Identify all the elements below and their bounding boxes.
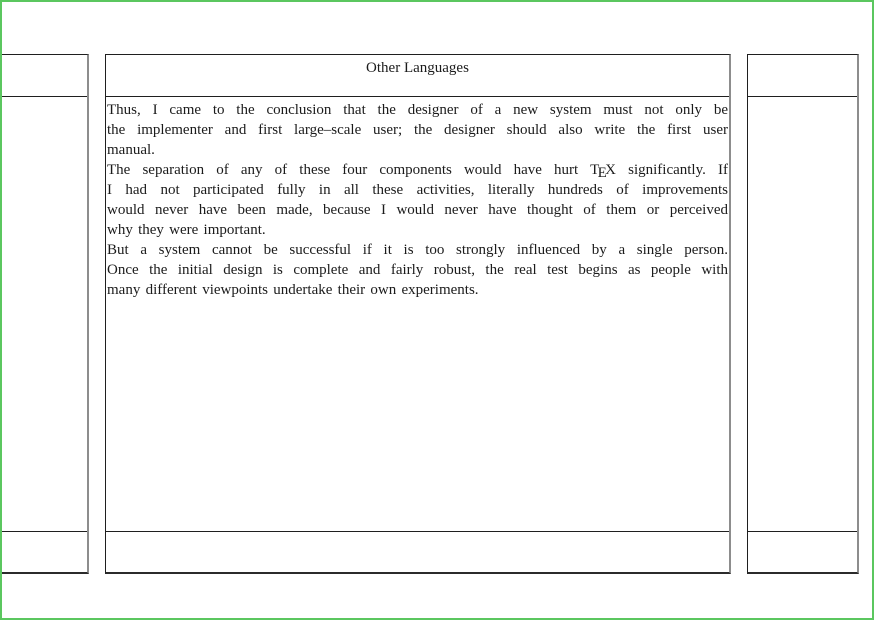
previous-slide-partial [0,54,89,574]
slide-footer [106,531,729,572]
text-segment: But a system cannot be successful if it is too strongly influenced by a single person. [107,242,728,258]
slide-title: Other Languages [366,60,469,76]
text-segment: why they were important. [107,222,266,238]
text-segment: Thus, I came to the conclusion that the designer of a new system must not only be [107,102,728,118]
text-segment: the implementer and first large–scale user; the designer should also write the first user [107,122,728,138]
text-segment: I had not participated fully in all these activities, literally hundreds of improvements [107,182,728,198]
body-line [107,220,728,240]
slide-title-bar [106,55,729,97]
next-slide-body [748,97,857,531]
next-slide-footer [748,531,857,572]
body-line [107,140,728,160]
text-segment: Once the initial design is complete and fairly robust, the real test begins as people with [107,262,728,278]
text-segment: would never have been made, because I would never have thought of them or perceived [107,202,728,218]
slide-body [106,97,729,531]
body-line [107,160,728,180]
previous-slide-footer [0,531,87,572]
body-line [107,120,728,140]
body-line [107,240,728,260]
text-segment: The separation of any of these four components would have hurt T [107,162,600,178]
previous-slide-body [0,97,87,531]
body-line [107,280,728,300]
text-segment: X significantly. If [605,162,728,178]
text-segment: many different viewpoints undertake their own experiments. [107,282,479,298]
next-slide-partial [747,54,859,574]
current-slide [105,54,731,574]
text-segment: manual. [107,142,155,158]
body-line [107,200,728,220]
next-slide-header [748,55,857,97]
body-line [107,260,728,280]
tex-logo-lowered-e: E [597,164,607,180]
previous-slide-header [0,55,87,97]
body-line [107,100,728,120]
body-line [107,180,728,200]
